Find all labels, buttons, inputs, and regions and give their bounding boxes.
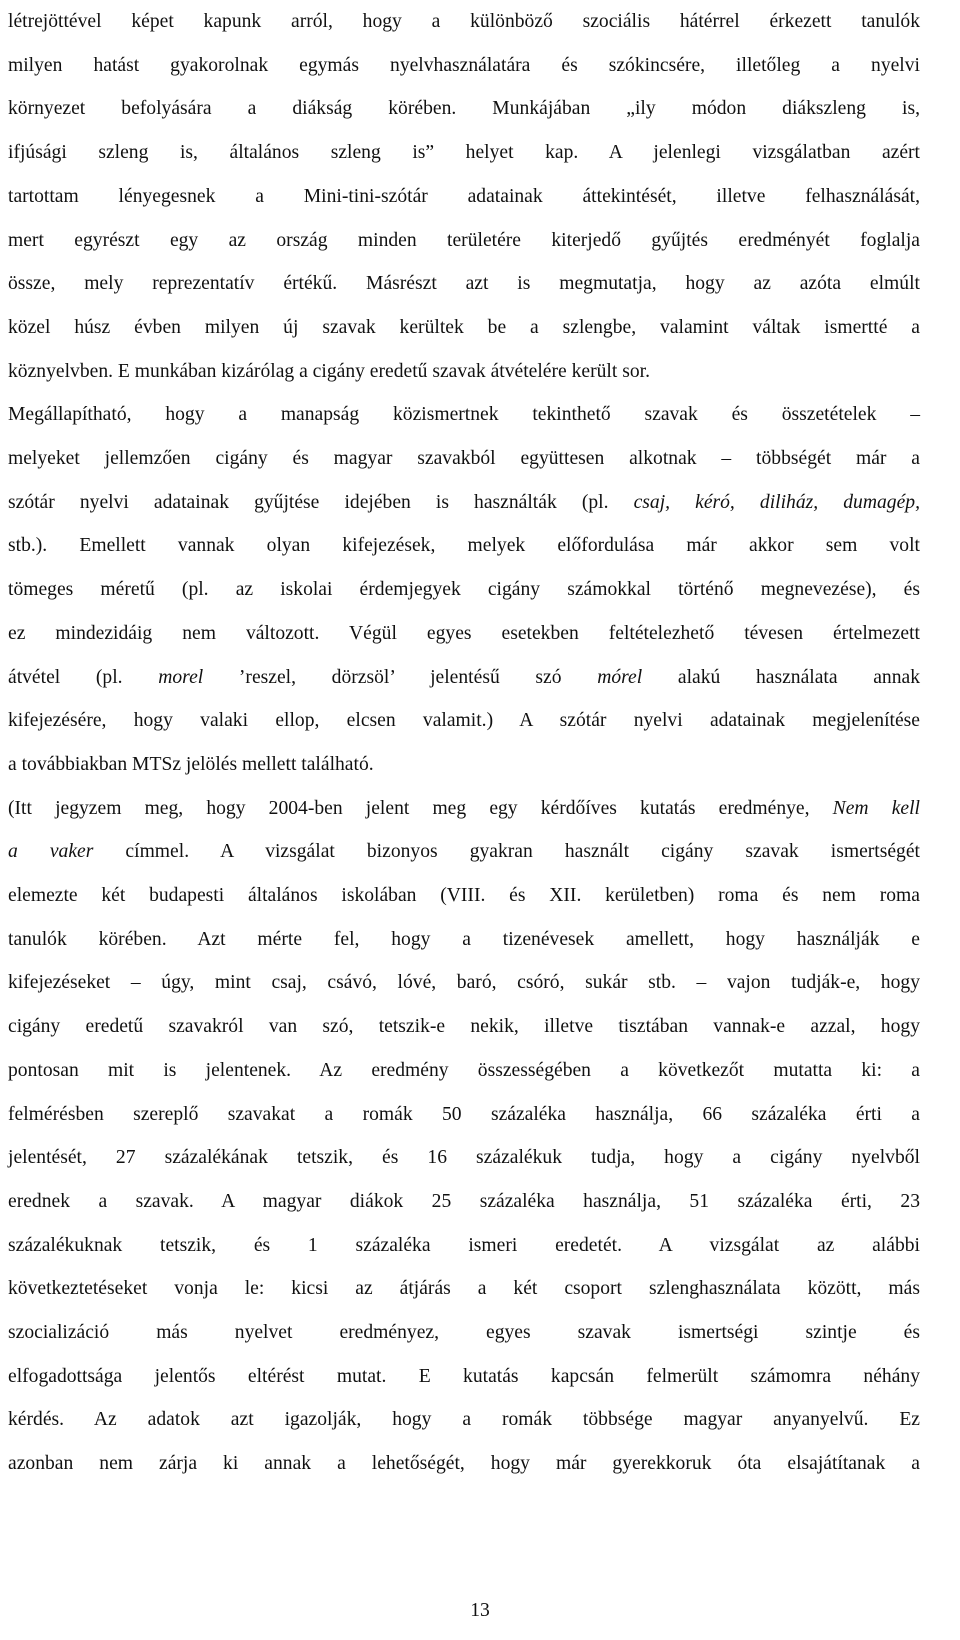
text-run: százalékuknak tetszik, és 1 százaléka ismeri eredetét. A vizsgálat az alábbi	[8, 1234, 920, 1256]
text-line	[0, 1320, 960, 1346]
italic-term: a vaker	[8, 841, 94, 863]
text-run: címmel. A vizsgálat bizonyos gyakran használt cigány szavak ismertségét	[93, 841, 920, 863]
italic-term: morel	[158, 666, 204, 688]
text-line	[0, 1407, 960, 1433]
text-run: átvétel (pl.	[8, 666, 159, 688]
text-line	[0, 1014, 960, 1040]
text-run: tömeges méretű (pl. az iskolai érdemjegyek cigány számokkal történő megnevezése), és	[8, 579, 920, 601]
text-run: közel húsz évben milyen új szavak kerültek be a szlengbe, valamint váltak ismertté a	[8, 316, 920, 338]
text-run: a továbbiakban MTSz jelölés mellett található.	[8, 753, 374, 775]
text-line	[0, 490, 960, 516]
text-line	[0, 621, 960, 647]
text-line	[0, 533, 960, 559]
text-run: ez mindezidáig nem változott. Végül egyes esetekben feltételezhető tévesen értelmezett	[8, 622, 920, 644]
text-line	[0, 140, 960, 166]
text-line	[0, 839, 960, 865]
text-run: alakú használata annak	[642, 666, 921, 688]
text-run: elemezte két budapesti általános iskolában (VIII. és XII. kerületben) roma és nem roma	[8, 885, 920, 906]
page-number: 13	[470, 1600, 490, 1621]
text-run: kérdés. Az adatok azt igazolják, hogy a romák többsége magyar anyanyelvű. Ez	[8, 1409, 920, 1431]
text-run: felmérésben szereplő szavakat a romák 50 százaléka használja, 66 százaléka érti a	[8, 1103, 920, 1125]
text-line	[0, 402, 960, 428]
text-line	[0, 1102, 960, 1128]
text-line	[0, 927, 960, 953]
text-run: cigány eredetű szavakról van szó, tetszik-e nekik, illetve tisztában vannak-e azzal, hogy	[8, 1016, 920, 1038]
text-run: pontosan mit is jelentenek. Az eredmény összességében a következőt mutatta ki: a	[8, 1059, 920, 1081]
text-line	[0, 1233, 960, 1259]
text-line	[0, 359, 960, 385]
text-run: azonban nem zárja ki annak a lehetőségét, hogy már gyerekkoruk óta elsajátítanak a	[8, 1453, 920, 1475]
text-run: össze, mely reprezentatív értékű. Másrészt azt is megmutatja, hogy az azóta elmúlt	[8, 273, 920, 295]
text-line	[0, 184, 960, 210]
text-run: melyeket jellemzően cigány és magyar szavakból együttesen alkotnak – többségét már a	[8, 448, 920, 469]
text-line	[0, 796, 960, 822]
text-run: erednek a szavak. A magyar diákok 25 százaléka használja, 51 százaléka érti, 23	[8, 1190, 920, 1212]
text-line	[0, 1364, 960, 1390]
italic-term: mórel	[597, 666, 643, 688]
text-run: milyen hatást gyakorolnak egymás nyelvhasználatára és szókincsére, illetőleg a nyelvi	[8, 54, 920, 76]
text-line	[0, 970, 960, 996]
text-run: kifejezésére, hogy valaki ellop, elcsen valamit.) A szótár nyelvi adatainak megjelenítése	[8, 710, 920, 732]
text-run: környezet befolyására a diákság körében. Munkájában „ily módon diákszleng is,	[8, 98, 920, 120]
text-line	[0, 53, 960, 79]
text-run: Megállapítható, hogy a manapság közismertnek tekinthető szavak és összetételek –	[8, 404, 920, 426]
text-run: ifjúsági szleng is, általános szleng is” helyet kap. A jelenlegi vizsgálatban azért	[8, 142, 920, 164]
text-line	[0, 752, 960, 778]
text-run: kifejezéseket – úgy, mint csaj, csávó, lóvé, baró, csóró, sukár stb. – vajon tudják-e, hogy	[8, 972, 920, 994]
text-run: szótár nyelvi adatainak gyűjtése idejében is használták (pl.	[8, 491, 634, 513]
text-run: tanulók körében. Azt mérte fel, hogy a tizenévesek amellett, hogy használják e	[8, 928, 920, 950]
text-run: stb.). Emellett vannak olyan kifejezések, melyek előfordulása már akkor sem volt	[8, 535, 920, 557]
text-run: ’reszel, dörzsöl’ jelentésű szó	[203, 666, 598, 688]
text-line	[0, 446, 960, 472]
text-line	[0, 9, 960, 35]
text-line	[0, 1276, 960, 1302]
text-line	[0, 1058, 960, 1084]
text-run: tartottam lényegesnek a Mini-tini-szótár adatainak áttekintését, illetve felhasználását,	[8, 185, 920, 207]
italic-term: csaj, kéró, diliház, dumagép,	[633, 491, 920, 513]
text-line	[0, 228, 960, 254]
text-run: következtetéseket vonja le: kicsi az átjárás a két csoport szlenghasználata között, más	[8, 1278, 920, 1300]
text-line	[0, 1189, 960, 1215]
text-run: (Itt jegyzem meg, hogy 2004-ben jelent meg egy kérdőíves kutatás eredménye,	[8, 797, 833, 819]
text-line	[0, 665, 960, 691]
text-line	[0, 315, 960, 341]
text-run: jelentését, 27 százalékának tetszik, és 16 százalékuk tudja, hogy a cigány nyelvből	[8, 1147, 920, 1169]
text-line	[0, 883, 960, 909]
text-run: elfogadottsága jelentős eltérést mutat. E kutatás kapcsán felmerült számomra néhány	[8, 1365, 920, 1387]
text-run: létrejöttével képet kapunk arról, hogy a különböző szociális hátérrel érkezett tanulók	[8, 11, 920, 32]
text-line	[0, 1451, 960, 1477]
text-line	[0, 1145, 960, 1171]
text-run: mert egyrészt egy az ország minden területére kiterjedő gyűjtés eredményét foglalja	[8, 229, 920, 251]
text-line	[0, 577, 960, 603]
text-run: köznyelvben. E munkában kizárólag a cigány eredetű szavak átvételére került sor.	[8, 360, 650, 382]
italic-term: Nem kell	[832, 797, 920, 819]
text-run: szocializáció más nyelvet eredményez, egyes szavak ismertségi szintje és	[8, 1322, 920, 1343]
text-line	[0, 708, 960, 734]
text-line	[0, 96, 960, 122]
text-line	[0, 271, 960, 297]
